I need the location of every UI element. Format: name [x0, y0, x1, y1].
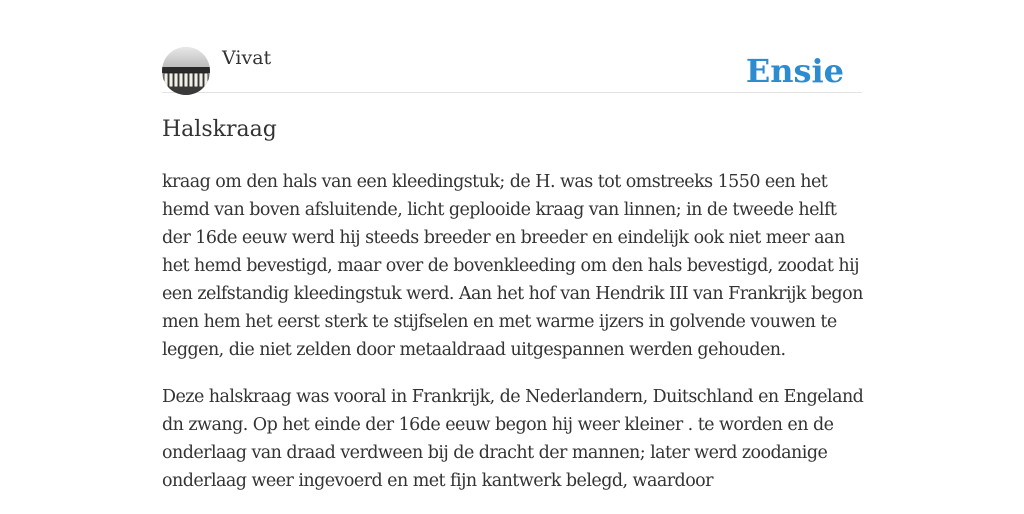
ensie-logo[interactable]: Ensie — [745, 52, 844, 90]
site-header — [162, 46, 862, 93]
article-paragraph: kraag om den hals van een kleedingstuk; de H. was tot omstreeks 1550 een het hemd van boven afsluitende, licht geplooide kraag van linnen; in de tweede helft der 16de eeuw werd hij steeds breeder en breeder en eindelijk ook niet meer aan het hemd bevestigd, maar over de bovenkleeding om den hals bevestigd, zoodat hij een zelfstandig kleedingstuk werd. Aan het hof van Hendrik III van Frankrijk begon men hem het eerst sterk te stijfselen en met warme ijzers in golvende vouwen te leggen, die niet zelden door metaaldraad uitgespannen werden gehouden. — [162, 172, 863, 360]
author-name[interactable]: Vivat — [222, 47, 272, 69]
author-avatar[interactable] — [162, 47, 210, 95]
article-title: Halskraag — [162, 117, 277, 142]
article-paragraph: Deze halskraag was vooral in Frankrijk, de Nederlandern, Duitschland en Engeland dn zwang. Op het einde der 16de eeuw begon hij weer kleiner . te worden en de onderlaag van draad verdween bij de dracht der mannen; later werd zoodanige onderlaag weer ingevoerd en met fijn kantwerk belegd, waardoor — [162, 387, 864, 491]
typewriter-keys-avatar-icon — [162, 47, 210, 95]
article-body — [162, 168, 866, 514]
